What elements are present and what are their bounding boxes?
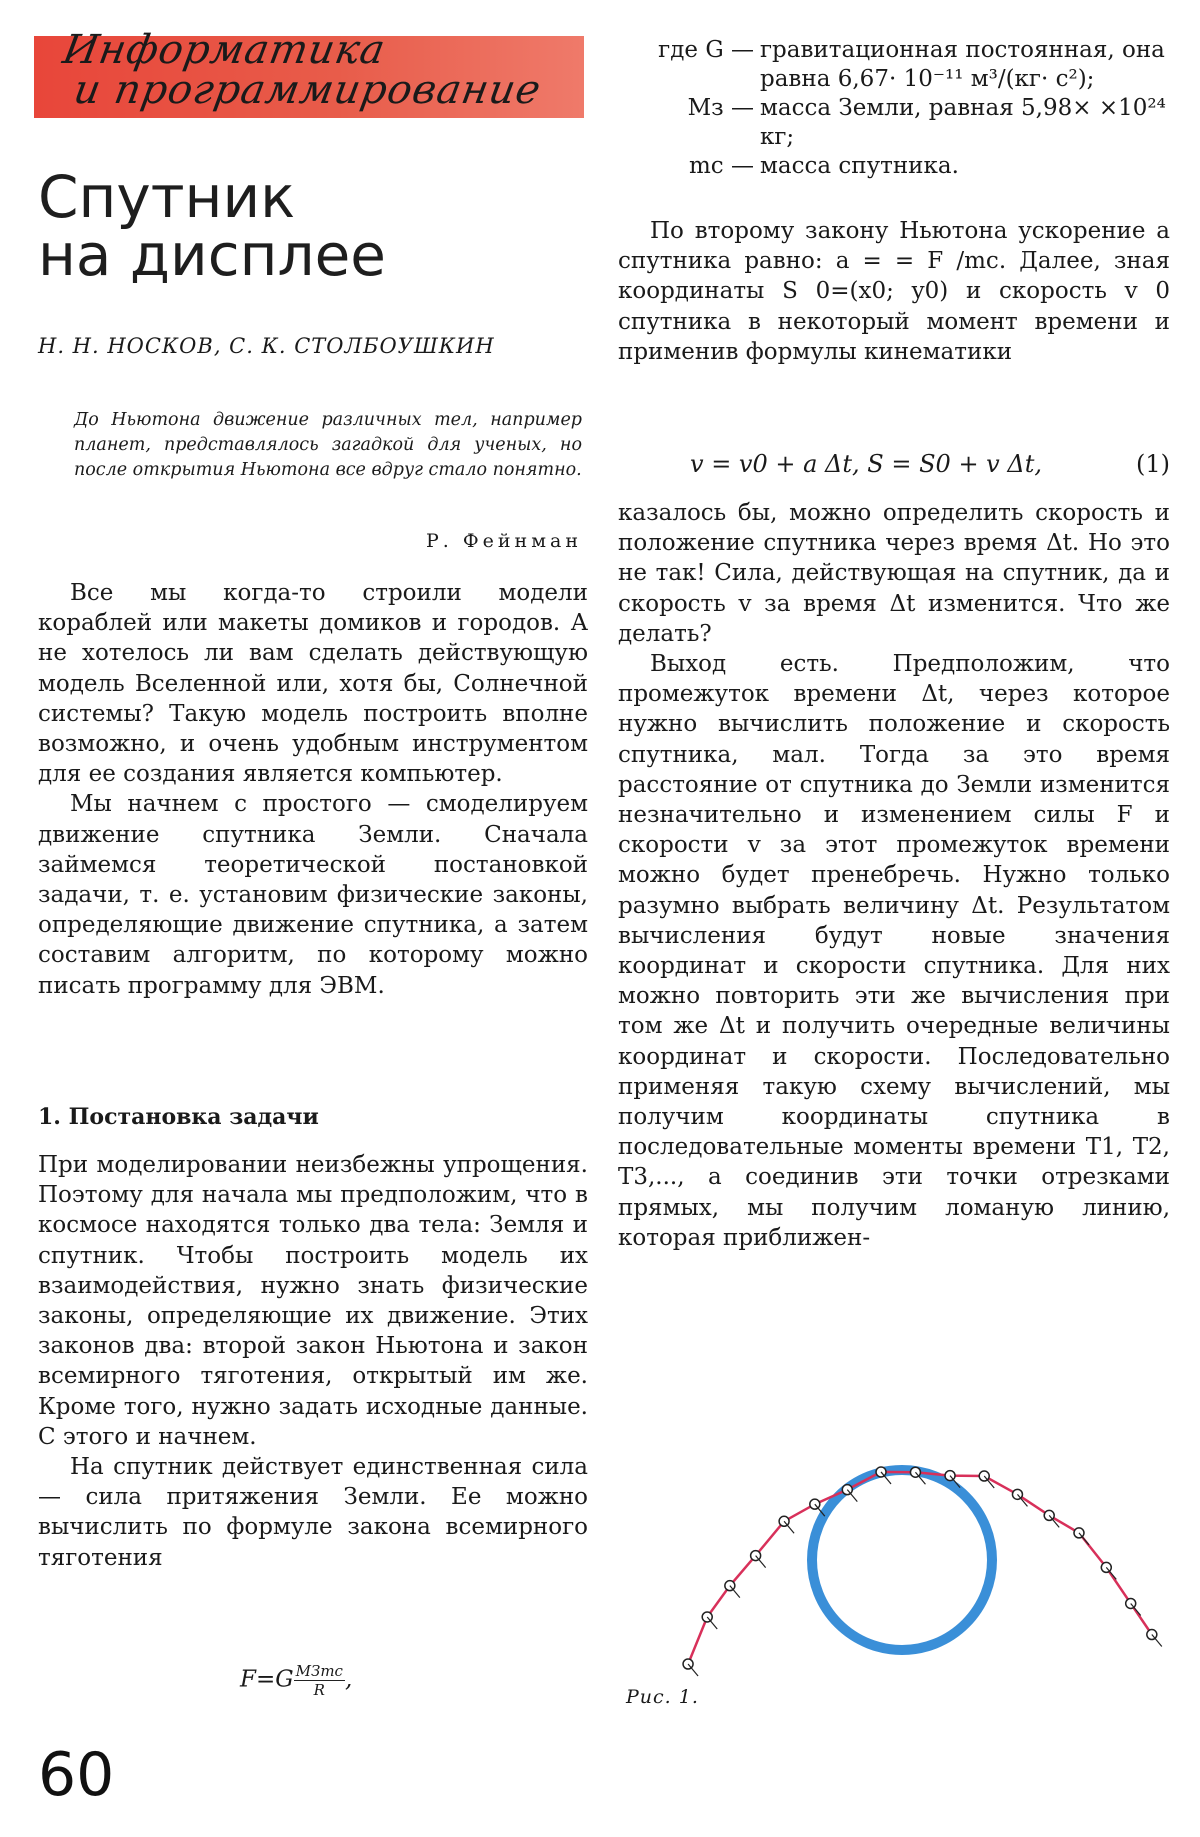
left-column-section: [38, 1150, 588, 1573]
formula-fraction: [294, 1662, 345, 1699]
paragraph: Выход есть. Предположим, что промежуток времени Δt, через которое нужно вычислить положение и скорость спутника, мал. Тогда за это время расстояние от спутника до Земли изменится незначительно и изменением силы F и скорости v за этот промежуток времени можно будет пренебречь. Нужно только разумно выбрать величину Δt. Результатом вычисления будут новые значения координат и скорости спутника. Для них можно повторить эти же вычисления при том же Δt и получить очередные величины координат и скорости. Последовательно применяя такую схему вычислений, мы получим координаты спутника в последовательные моменты времени T1, T2, T3,..., а соединив эти точки отрезками прямых, мы получим ломаную линию, которая приближен-: [618, 651, 1170, 1251]
definition-row: [618, 94, 1170, 152]
definition-row: [618, 152, 1170, 181]
definition-symbol: Mз —: [687, 95, 754, 121]
definition-row: [618, 36, 1170, 94]
formula-lhs: F=G: [240, 1666, 294, 1693]
formula-tail: ,: [344, 1666, 353, 1693]
formula-numerator: MЗmс: [295, 1662, 343, 1680]
epigraph: До Ньютона движение различных тел, например планет, представлялось загадкой для ученых, но после открытия Ньютона все вдруг стало понятно.: [74, 410, 582, 480]
left-column-intro: [38, 578, 588, 1001]
article-authors: Н. Н. НОСКОВ, С. К. СТОЛБОУШКИН: [38, 334, 495, 358]
rubric-title: [53, 27, 587, 113]
orbit-polyline: [688, 1472, 1152, 1664]
title-line-1: Спутник: [38, 163, 296, 231]
paragraph: При моделировании неизбежны упрощения. Поэтому для начала мы предположим, что в космосе находятся только два тела: Земля и спутник. Чтобы построить модель их взаимодействия, нужно знать физические законы, определяющие их движение. Этих законов два: второй закон Ньютона и закон всемирного тяготения, открытый им же. Кроме того, нужно задать исходные данные. С этого и начнем.: [38, 1152, 588, 1450]
paragraph: По второму закону Ньютона ускорение a спутника равно: a = = F /mс. Далее, зная координаты S 0=(x0; y0) и скорость v 0 спутника в некоторый момент времени и применив формулы кинематики: [618, 218, 1170, 365]
earth-circle: [812, 1470, 992, 1650]
epigraph-author: Р. Фейнман: [426, 530, 582, 552]
paragraph: казалось бы, можно определить скорость и положение спутника через время Δt. Но это не так! Сила, действующая на спутник, да и скорость v за время Δt изменится. Что же делать?: [618, 500, 1170, 647]
gravity-formula: [240, 1662, 500, 1699]
equation-number: (1): [1136, 450, 1170, 478]
rubric-line-1: Информатика: [59, 27, 390, 73]
definition-symbol: [618, 36, 760, 94]
definition-text: гравитационная постоянная, она равна 6,67· 10⁻¹¹ м³/(кг· с²);: [760, 37, 1165, 92]
paragraph: На спутник действует единственная сила — сила притяжения Земли. Ее можно вычислить по формуле закона всемирного тяготения: [38, 1454, 588, 1571]
kinematics-equations: v = v0 + a Δt, S = S0 + v Δt,: [690, 450, 1042, 478]
kinematics-formula: [690, 450, 1170, 478]
section-heading: 1. Постановка задачи: [38, 1104, 319, 1130]
right-column-paragraph-2: [618, 498, 1170, 1253]
page-number: 60: [38, 1740, 115, 1810]
title-line-2: на дисплее: [38, 221, 386, 289]
where-word: где: [658, 37, 698, 63]
definition-text: масса Земли, равная 5,98× ×10²⁴ кг;: [760, 95, 1166, 150]
variable-definitions: [618, 36, 1170, 181]
figure-caption: Рис. 1.: [626, 1686, 699, 1708]
rubric-line-2: и программирование: [70, 67, 545, 113]
symbol-g: G —: [705, 37, 754, 63]
formula-denominator: R: [313, 1681, 325, 1699]
article-title: [38, 163, 558, 289]
definition-symbol: mс —: [688, 153, 754, 179]
paragraph: Мы начнем с простого — смоделируем движение спутника Земли. Сначала займемся теоретической постановкой задачи, т. е. установим физические законы, определяющие движение спутника, а затем составим алгоритм, по которому можно писать программу для ЭВМ.: [38, 791, 588, 999]
right-column-paragraph-1: [618, 216, 1170, 367]
definition-text: масса спутника.: [760, 153, 959, 179]
orbit-figure: [605, 1370, 1185, 1700]
paragraph: Все мы когда-то строили модели кораблей или макеты домиков и городов. А не хотелось ли вам сделать действующую модель Вселенной или, хотя бы, Солнечной системы? Такую модель построить вполне возможно, и очень удобным инструментом для ее создания является компьютер.: [38, 580, 588, 788]
